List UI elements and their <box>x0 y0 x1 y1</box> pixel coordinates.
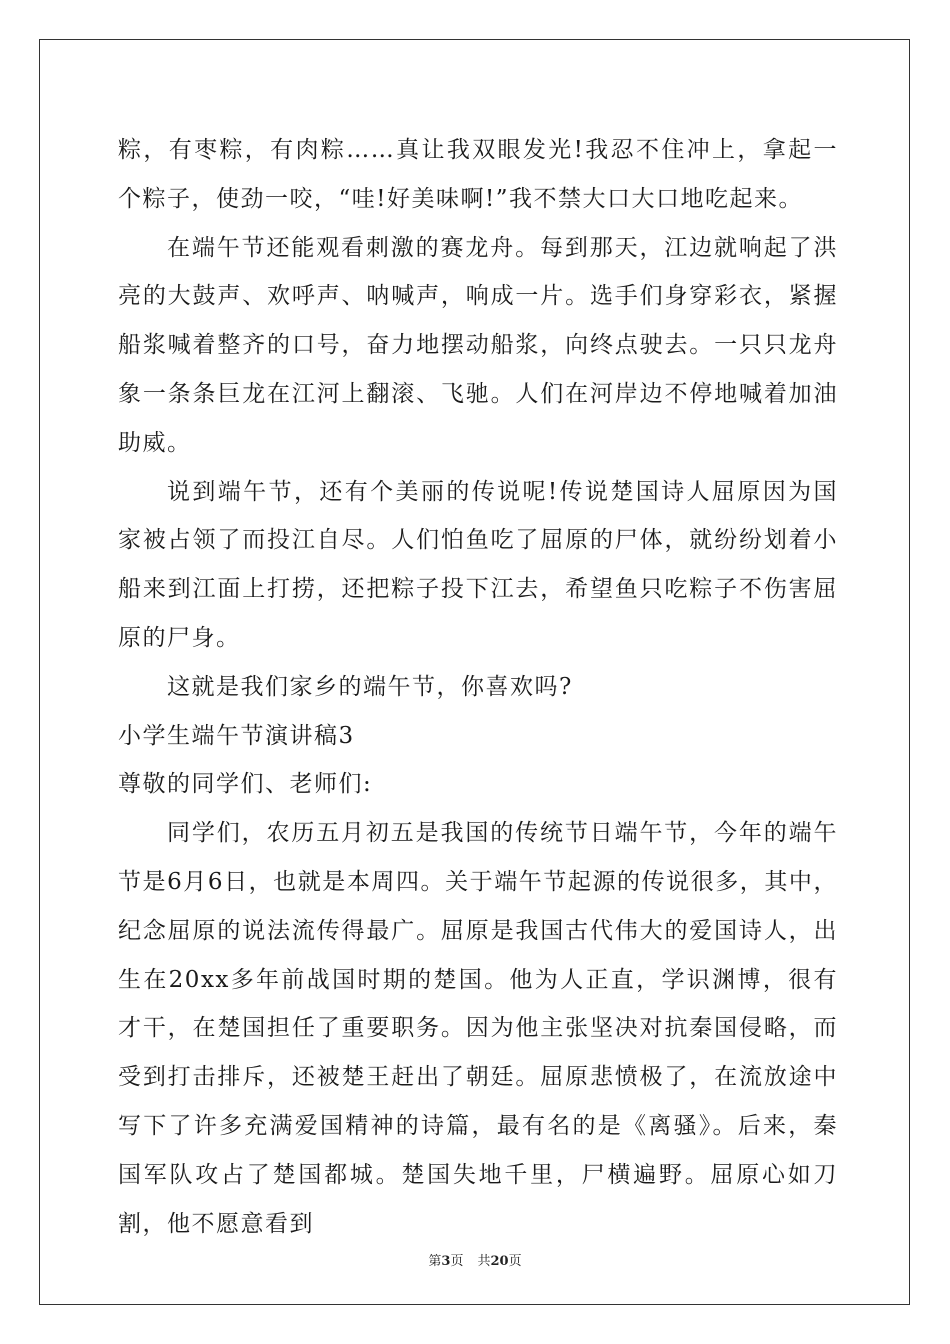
paragraph: 在端午节还能观看刺激的赛龙舟。每到那天，江边就响起了洪亮的大鼓声、欢呼声、呐喊声，响成一片。选手们身穿彩衣，紧握船浆喊着整齐的口号，奋力地摆动船浆，向终点驶去。一只只龙舟象一条条巨龙在江河上翻滚、飞驰。人们在河岸边不停地喊着加油助威。 <box>118 234 838 456</box>
paragraph: 这就是我们家乡的端午节，你喜欢吗? <box>167 673 573 700</box>
total-pages: 20 <box>490 1254 509 1269</box>
salutation: 尊敬的同学们、老师们: <box>118 771 373 798</box>
total-prefix: 共 <box>477 1254 491 1269</box>
paragraph: 粽，有枣粽，有肉粽……真让我双眼发光!我忍不住冲上，拿起一个粽子，使劲一咬，“哇!好美味啊!”我不禁大口大口地吃起来。 <box>118 137 838 212</box>
total-suffix: 页 <box>508 1254 522 1269</box>
page-prefix: 第 <box>428 1254 442 1269</box>
paragraph: 同学们，农历五月初五是我国的传统节日端午节，今年的端午节是6月6日，也就是本周四。关于端午节起源的传说很多，其中，纪念屈原的说法流传得最广。屈原是我国古代伟大的爱国诗人，出生在20xx多年前战国时期的楚国。他为人正直，学识渊博，很有才干，在楚国担任了重要职务。因为他主张坚决对抗秦国侵略，而受到打击排斥，还被楚王赶出了朝廷。屈原悲愤极了，在流放途中写下了许多充满爱国精神的诗篇，最有名的是《离骚》。后来，秦国军队攻占了楚国都城。楚国失地千里，尸横遍野。屈原心如刀割，他不愿意看到 <box>118 820 838 1237</box>
page-footer <box>0 1250 950 1269</box>
page-number: 3 <box>441 1254 451 1269</box>
section-heading: 小学生端午节演讲稿3 <box>118 722 355 749</box>
paragraph: 说到端午节，还有个美丽的传说呢!传说楚国诗人屈原因为国家被占领了而投江自尽。人们怕鱼吃了屈原的尸体，就纷纷划着小船来到江面上打捞，还把粽子投下江去，希望鱼只吃粽子不伤害屈原的尸身。 <box>118 478 838 651</box>
page-suffix: 页 <box>450 1254 464 1269</box>
document-body <box>118 126 838 1248</box>
